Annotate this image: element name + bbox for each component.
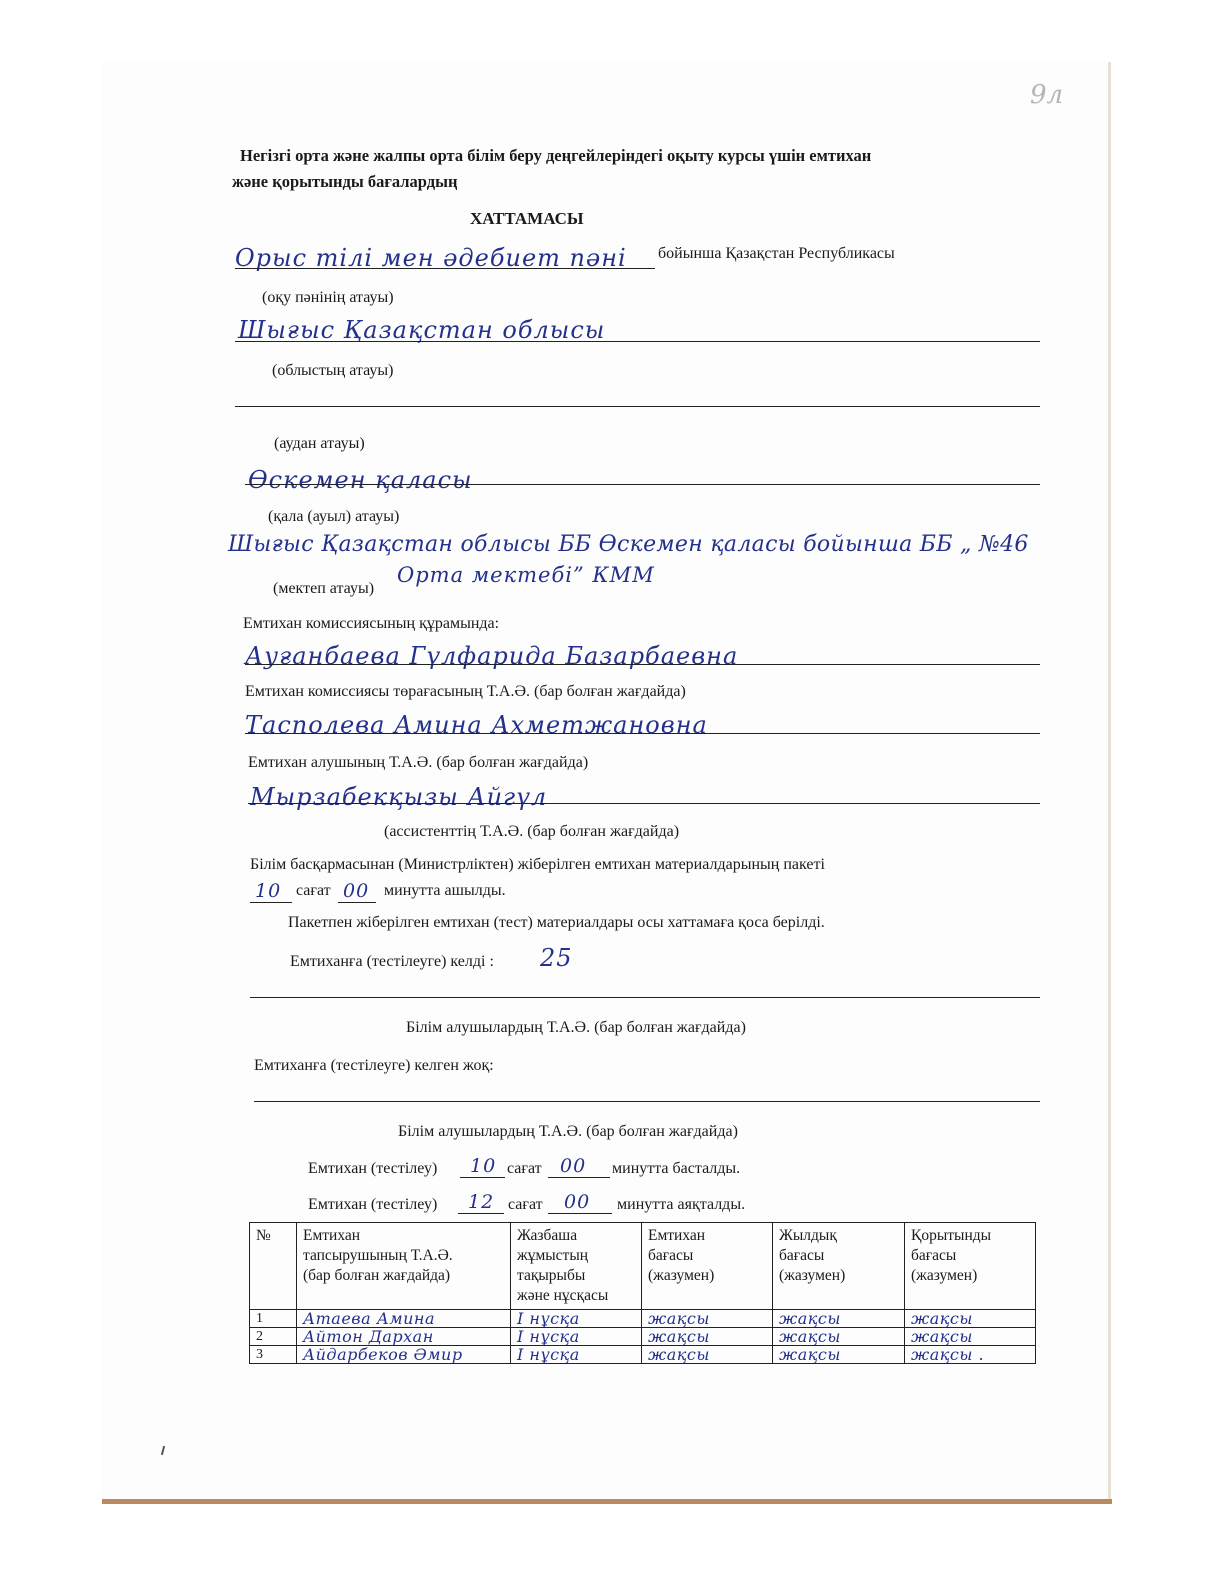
end-prefix: Емтихан (тестілеу)	[308, 1196, 438, 1213]
row-final-grade: жақсы .	[905, 1346, 1036, 1364]
end-minutes: 00	[564, 1191, 591, 1213]
row-exam-grade: жақсы	[642, 1346, 773, 1364]
start-suffix: минутта басталды.	[612, 1160, 741, 1177]
table-header-row	[250, 1223, 1036, 1310]
sheet-bottom-edge	[102, 1499, 1112, 1504]
assistant-name: Мырзабекқызы Айгүл	[250, 783, 548, 811]
subject-value: Орыс тілі мен әдебиет пәні	[235, 244, 627, 272]
district-underline	[235, 406, 1040, 407]
city-value: Өскемен қаласы	[248, 466, 473, 494]
row-num: 2	[250, 1328, 297, 1346]
assistant-underline	[248, 803, 1040, 804]
chair-underline	[245, 733, 1040, 734]
grades-table	[249, 1222, 1036, 1364]
chair-name: Тасполева Амина Ахметжановна	[245, 711, 708, 739]
header-num: №	[250, 1223, 297, 1310]
came-label: Емтиханға (тестілеуге) келді :	[290, 953, 494, 970]
region-caption: (облыстың атауы)	[272, 362, 394, 379]
start-hours: 10	[470, 1155, 497, 1177]
row-final-grade: жақсы	[905, 1328, 1036, 1346]
school-value-line1: Шығыс Қазақстан облысы ББ Өскемен қаласы бойынша ББ „ №46	[228, 532, 1029, 557]
row-num: 1	[250, 1310, 297, 1328]
region-value: Шығыс Қазақстан облысы	[238, 316, 606, 344]
came-caption: Білім алушылардың Т.А.Ә. (бар болған жағдайда)	[406, 1019, 746, 1036]
header-name: Емтихан тапсырушының Т.А.Ә. (бар болған жағдайда)	[297, 1223, 511, 1310]
chair-caption: Емтихан комиссиясы төрағасының Т.А.Ә. (бар болған жағдайда)	[245, 683, 686, 700]
subject-caption: (оқу пәнінің атауы)	[262, 289, 394, 306]
absent-underline	[254, 1101, 1040, 1102]
absent-caption: Білім алушылардың Т.А.Ә. (бар болған жағдайда)	[398, 1123, 738, 1140]
header-line-1: Негізгі орта және жалпы орта білім беру деңгейлеріндегі оқыту курсы үшін емтихан	[240, 146, 872, 165]
row-student-name: Айтон Дархан	[297, 1328, 511, 1346]
package-line: Білім басқармасынан (Министрліктен) жіберілген емтихан материалдарының пакеті	[250, 856, 825, 873]
row-annual-grade: жақсы	[773, 1310, 905, 1328]
commission-label: Емтихан комиссиясының құрамында:	[243, 615, 500, 632]
end-hours-underline	[458, 1213, 504, 1214]
start-hours-underline	[460, 1177, 505, 1178]
assistant-caption: (ассистенттің Т.А.Ә. (бар болған жағдайда)	[384, 823, 680, 840]
absent-label: Емтиханға (тестілеуге) келген жоқ:	[254, 1057, 494, 1074]
row-annual-grade: жақсы	[773, 1346, 905, 1364]
city-underline	[245, 484, 1040, 485]
page-number: 9л	[1030, 80, 1064, 110]
table-row	[250, 1346, 1036, 1364]
start-minutes-underline	[548, 1177, 610, 1178]
commission-member: Ауғанбаева Гүлфарида Базарбаевна	[245, 642, 739, 670]
end-hours: 12	[468, 1191, 495, 1213]
district-caption: (аудан атауы)	[274, 435, 365, 452]
end-suffix: минутта аяқталды.	[617, 1196, 746, 1213]
row-student-name: Атаева Амина	[297, 1310, 511, 1328]
examiner-caption: Емтихан алушының Т.А.Ә. (бар болған жағдайда)	[248, 754, 589, 771]
row-student-name: Айдарбеков Әмир	[297, 1346, 511, 1364]
table-row	[250, 1328, 1036, 1346]
package-attached-text: Пакетпен жіберілген емтихан (тест) материалдары осы хаттамаға қоса берілді.	[288, 914, 825, 931]
row-topic: I нұсқа	[511, 1310, 642, 1328]
package-minutes: 00	[343, 880, 370, 902]
sheet-edge	[1108, 62, 1111, 1504]
start-minutes: 00	[560, 1155, 587, 1177]
came-underline	[250, 997, 1040, 998]
package-hours: 10	[255, 880, 282, 902]
header-topic: Жазбаша жұмыстың тақырыбы және нұсқасы	[511, 1223, 642, 1310]
subject-underline	[235, 268, 655, 269]
page-title: ХАТТАМАСЫ	[470, 209, 584, 228]
school-caption: (мектеп атауы)	[273, 580, 375, 597]
package-minutes-underline	[338, 902, 376, 903]
city-caption: (қала (ауыл) атауы)	[268, 508, 400, 525]
row-exam-grade: жақсы	[642, 1328, 773, 1346]
row-annual-grade: жақсы	[773, 1328, 905, 1346]
row-num: 3	[250, 1346, 297, 1364]
row-topic: I нұсқа	[511, 1346, 642, 1364]
header-annual-grade: Жылдық бағасы (жазумен)	[773, 1223, 905, 1310]
header-final-grade: Қорытынды бағасы (жазумен)	[905, 1223, 1036, 1310]
row-exam-grade: жақсы	[642, 1310, 773, 1328]
subject-suffix: бойынша Қазақстан Республикасы	[658, 245, 895, 262]
package-hours-word: сағат	[296, 882, 331, 899]
start-prefix: Емтихан (тестілеу)	[308, 1160, 438, 1177]
end-hours-word: сағат	[508, 1196, 543, 1213]
row-final-grade: жақсы	[905, 1310, 1036, 1328]
came-count: 25	[540, 944, 573, 972]
row-topic: I нұсқа	[511, 1328, 642, 1346]
school-value-line2: Орта мектебі” КММ	[397, 563, 655, 587]
member-underline	[245, 664, 1040, 665]
package-hours-underline	[250, 902, 292, 903]
header-exam-grade: Емтихан бағасы (жазумен)	[642, 1223, 773, 1310]
end-minutes-underline	[548, 1213, 612, 1214]
table-row	[250, 1310, 1036, 1328]
region-underline	[235, 341, 1040, 342]
header-line-2: және қорытынды бағалардың	[232, 172, 458, 191]
start-hours-word: сағат	[507, 1160, 542, 1177]
package-opened-text: минутта ашылды.	[384, 882, 506, 899]
